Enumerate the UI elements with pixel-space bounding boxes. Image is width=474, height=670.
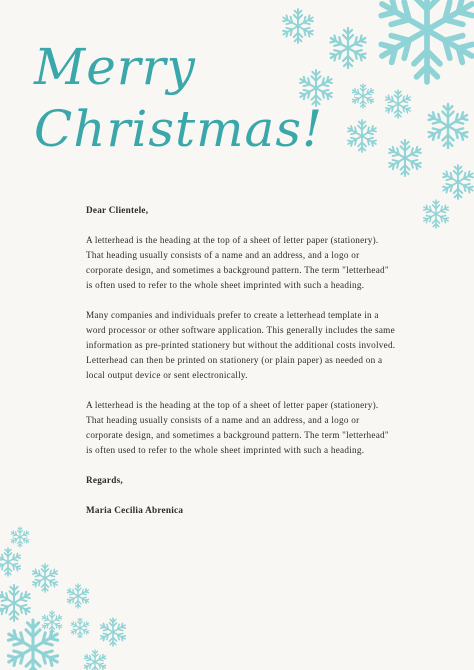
title-line-2: Christmas!: [34, 100, 324, 158]
salutation: Dear Clientele,: [86, 205, 149, 215]
snowflake-icon: [426, 104, 470, 148]
snowflake-icon: [0, 585, 32, 621]
letter-body: [86, 203, 396, 533]
snowflake-icon: [99, 618, 127, 646]
snowflake-icon: [70, 618, 90, 638]
snowflake-icon: [441, 165, 474, 199]
snowflake-icon: [83, 650, 107, 670]
snowflake-icon: [346, 120, 378, 152]
title-line-1: Merry: [34, 38, 196, 96]
signature: Maria Cecilia Abrenica: [86, 505, 184, 515]
snowflake-icon: [422, 200, 450, 228]
paragraph-2: Many companies and individuals prefer to create a letterhead template in a word processor or other software application. This generally includes the same information as pre-printed stationery but without the additional costs involved. Letterhead can then be printed on stationery (or plain paper) as needed on a local output device or sent electronically.: [86, 310, 396, 380]
snowflake-icon: [66, 584, 90, 608]
paragraph-3: A letterhead is the heading at the top of a sheet of letter paper (stationery). That heading usually consists of a name and an address, and a logo or corporate design, and sometimes a background pattern. The term "letterhead" is often used to refer to the whole sheet imprinted with such a heading.: [86, 400, 389, 455]
snowflake-icon: [351, 84, 375, 108]
snowflake-icon: [0, 548, 22, 576]
snowflake-icon: [384, 90, 412, 118]
snowflake-icon: [31, 564, 59, 592]
closing: Regards,: [86, 475, 123, 485]
paragraph-1: A letterhead is the heading at the top of a sheet of letter paper (stationery). That heading usually consists of a name and an address, and a logo or corporate design, and sometimes a background pattern. The term "letterhead" is often used to refer to the whole sheet imprinted with such a heading.: [86, 235, 389, 290]
snowflake-icon: [328, 28, 368, 68]
page-title: [34, 36, 324, 160]
snowflake-icon: [375, 0, 474, 82]
snowflake-icon: [387, 140, 423, 176]
snowflake-icon: [10, 527, 30, 547]
